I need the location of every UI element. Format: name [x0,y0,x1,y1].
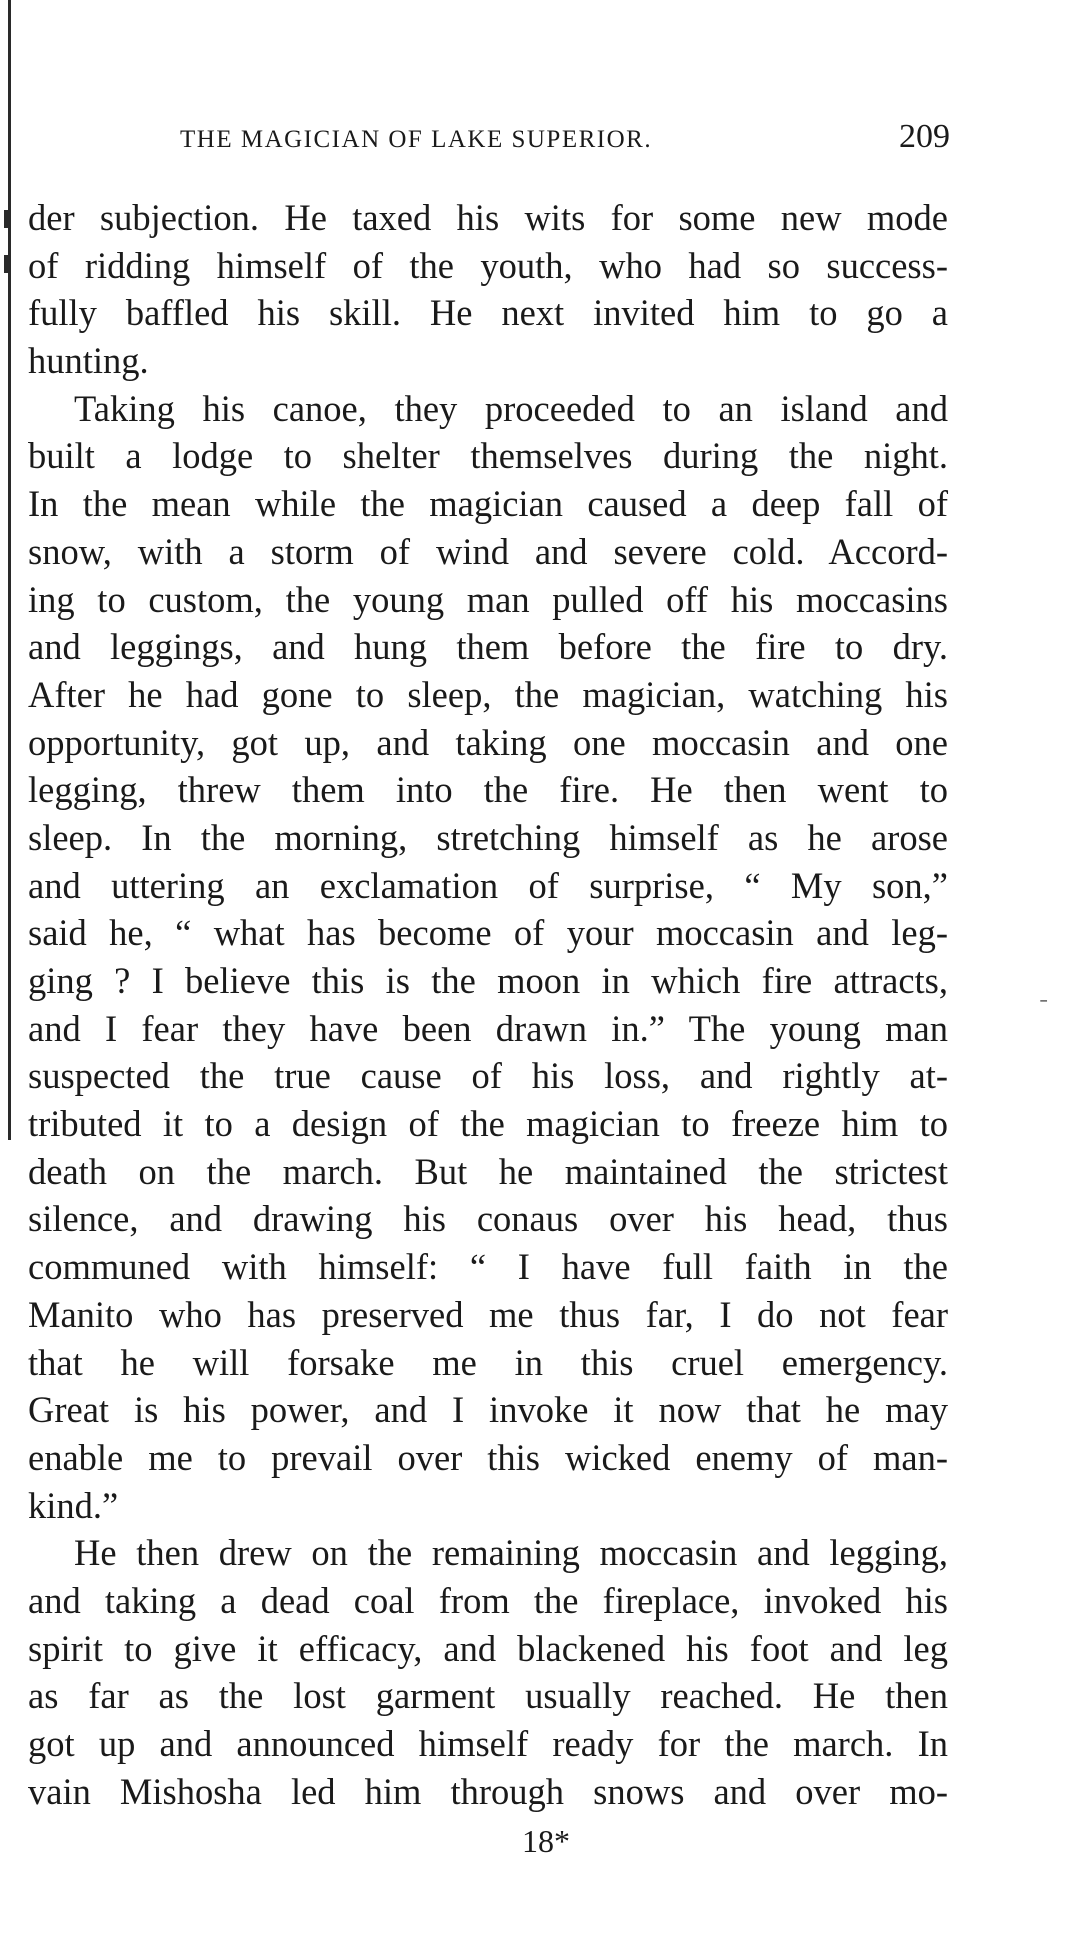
text-line: sleep. In the morning, stretching himself as he arose [28,816,948,858]
margin-tick [4,255,10,273]
text-line: communed with himself: “ I have full faith in the [28,1246,948,1288]
text-line: Great is his power, and I invoke it now that he may [28,1389,948,1431]
text-line: as far as the lost garment usually reached. He then [28,1675,948,1717]
text-line: ing to custom, the young man pulled off his moccasins [28,578,948,620]
text-line: said he, “ what has become of your moccasin and leg- [28,912,948,954]
text-line: of ridding himself of the youth, who had so success- [28,244,948,286]
body-text [28,194,948,1815]
text-line: In the mean while the magician caused a deep fall of [28,483,948,525]
text-line: fully baffled his skill. He next invited him to go a [28,292,948,334]
text-line: enable me to prevail over this wicked enemy of man- [28,1436,948,1478]
margin-pencil-mark: ˗ [1040,985,1048,1010]
signature-mark: 18* [522,1823,570,1859]
text-line: legging, threw them into the fire. He then went to [28,769,948,811]
margin-tick [4,210,10,228]
text-line: snow, with a storm of wind and severe cold. Accord- [28,530,948,572]
running-head [160,118,950,162]
running-title: THE MAGICIAN OF LAKE SUPERIOR. [180,126,653,153]
text-line: vain Mishosha led him through snows and over mo- [28,1770,948,1812]
text-line: hunting. [28,340,149,382]
text-line: After he had gone to sleep, the magician, watching his [28,673,948,715]
page-number: 209 [899,118,950,155]
text-line: built a lodge to shelter themselves during the night. [28,435,948,477]
text-line: silence, and drawing his conaus over his head, thus [28,1198,948,1240]
text-line: suspected the true cause of his loss, and rightly at- [28,1055,948,1097]
text-line: death on the march. But he maintained the strictest [28,1150,948,1192]
text-line: and taking a dead coal from the fireplace, invoked his [28,1579,948,1621]
text-line: der subjection. He taxed his wits for some new mode [28,197,948,238]
left-margin-rule [8,0,11,1140]
text-line: kind.” [28,1484,119,1526]
text-line: opportunity, got up, and taking one moccasin and one [28,721,948,763]
text-line: and I fear they have been drawn in.” The young man [28,1007,948,1049]
text-line: and uttering an exclamation of surprise, “ My son,” [28,864,948,906]
text-line: spirit to give it efficacy, and blackened his foot and leg [28,1627,948,1669]
text-line: Taking his canoe, they proceeded to an island and [74,387,948,429]
text-line: and leggings, and hung them before the fire to dry. [28,626,948,668]
text-line: He then drew on the remaining moccasin and legging, [74,1532,948,1574]
text-line: got up and announced himself ready for the march. In [28,1723,948,1764]
text-line: Manito who has preserved me thus far, I do not fear [28,1293,948,1335]
text-line: ging ? I believe this is the moon in which fire attracts, [28,960,948,1001]
text-line: that he will forsake me in this cruel emergency. [28,1341,948,1383]
text-line: tributed it to a design of the magician to freeze him to [28,1103,948,1145]
